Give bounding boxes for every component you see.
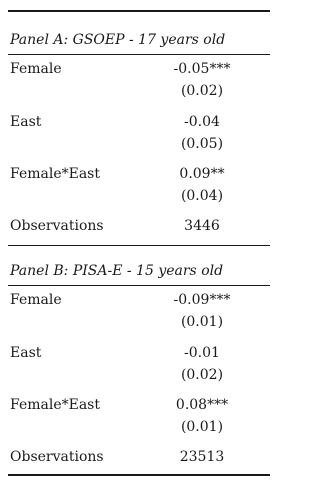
panel-a-bottom-rule bbox=[8, 245, 270, 246]
panel-b-title: Panel B: PISA-E - 15 years old bbox=[10, 263, 224, 279]
panel-a-row-observations-label: Observations bbox=[10, 218, 104, 234]
panel-b-row-female-east-label: Female*East bbox=[10, 397, 100, 413]
panel-a-row-female-label: Female bbox=[10, 61, 62, 77]
table-bottom-rule bbox=[8, 474, 270, 476]
panel-a-row-observations-value: 3446 bbox=[184, 218, 220, 234]
panel-a-header-rule bbox=[8, 54, 270, 55]
panel-b-row-female-east-coef: 0.08*** bbox=[175, 397, 229, 413]
panel-b-row-female-east-se: (0.01) bbox=[180, 419, 224, 435]
panel-b-header-rule bbox=[8, 285, 270, 286]
panel-b-row-east-coef: -0.01 bbox=[184, 345, 220, 361]
panel-b-row-female-coef: -0.09*** bbox=[173, 292, 231, 308]
panel-a-row-female-east-label: Female*East bbox=[10, 166, 100, 182]
panel-a-row-female-se: (0.02) bbox=[180, 83, 224, 99]
panel-a-row-female-coef: -0.05*** bbox=[173, 61, 231, 77]
panel-b-row-female-se: (0.01) bbox=[180, 314, 224, 330]
panel-b-row-female-label: Female bbox=[10, 292, 62, 308]
panel-b-row-east-se: (0.02) bbox=[180, 367, 224, 383]
table-top-rule bbox=[8, 10, 270, 12]
panel-a-title: Panel A: GSOEP - 17 years old bbox=[10, 32, 226, 48]
panel-a-row-east-se: (0.05) bbox=[180, 136, 224, 152]
panel-a-row-female-east-coef: 0.09** bbox=[179, 166, 225, 182]
panel-b-row-observations-label: Observations bbox=[10, 449, 104, 465]
panel-b-row-east-label: East bbox=[10, 345, 42, 361]
panel-a-row-female-east-se: (0.04) bbox=[180, 188, 224, 204]
panel-b-row-observations-value: 23513 bbox=[179, 449, 225, 465]
panel-a-row-east-coef: -0.04 bbox=[184, 114, 220, 130]
panel-a-row-east-label: East bbox=[10, 114, 42, 130]
